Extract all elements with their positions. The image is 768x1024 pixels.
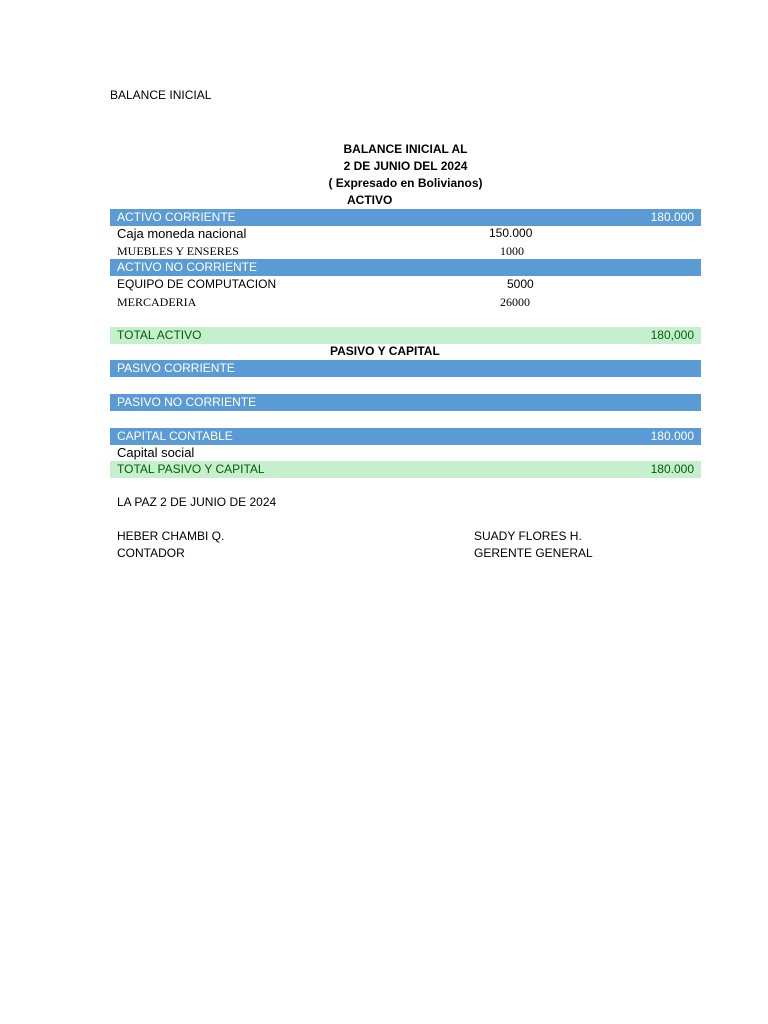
capital-contable-label: CAPITAL CONTABLE bbox=[117, 429, 233, 443]
activo-corriente-row bbox=[110, 209, 701, 226]
activo-no-corriente-label: ACTIVO NO CORRIENTE bbox=[117, 260, 258, 274]
place-date: LA PAZ 2 DE JUNIO DE 2024 bbox=[117, 495, 277, 509]
item-label: Caja moneda nacional bbox=[117, 226, 247, 241]
activo-no-corriente-row bbox=[110, 259, 701, 276]
report-date: 2 DE JUNIO DEL 2024 bbox=[343, 159, 468, 173]
pasivo-no-corriente-row bbox=[110, 394, 701, 411]
signer-name: HEBER CHAMBI Q. bbox=[117, 529, 225, 543]
pasivo-corriente-label: PASIVO CORRIENTE bbox=[117, 361, 235, 375]
table-row bbox=[110, 444, 701, 461]
pasivo-no-corriente-label: PASIVO NO CORRIENTE bbox=[117, 395, 257, 409]
liabilities-section-title: PASIVO Y CAPITAL bbox=[330, 344, 440, 358]
total-pasivo-capital-row bbox=[110, 461, 701, 478]
assets-section-title: ACTIVO bbox=[347, 193, 393, 207]
total-activo-label: TOTAL ACTIVO bbox=[117, 328, 202, 342]
pasivo-corriente-row bbox=[110, 360, 701, 377]
table-row bbox=[110, 243, 701, 260]
signer-role: CONTADOR bbox=[117, 546, 185, 560]
item-label: MERCADERIA bbox=[117, 295, 197, 309]
total-activo-row bbox=[110, 327, 701, 344]
report-title: BALANCE INICIAL AL bbox=[343, 142, 468, 156]
capital-contable-total: 180.000 bbox=[650, 429, 694, 443]
page-heading: BALANCE INICIAL bbox=[110, 88, 212, 102]
table-row bbox=[110, 225, 701, 242]
activo-corriente-total: 180.000 bbox=[650, 210, 694, 224]
table-row bbox=[110, 276, 701, 293]
item-value: 26000 bbox=[500, 295, 530, 309]
total-activo-value: 180,000 bbox=[650, 328, 694, 342]
total-pasivo-capital-label: TOTAL PASIVO Y CAPITAL bbox=[117, 462, 265, 476]
item-value: 1000 bbox=[500, 244, 524, 258]
capital-social-label: Capital social bbox=[117, 445, 195, 460]
currency-note: ( Expresado en Bolivianos) bbox=[328, 176, 483, 190]
total-pasivo-capital-value: 180.000 bbox=[650, 462, 694, 476]
item-value: 150.000 bbox=[489, 226, 533, 240]
item-label: MUEBLES Y ENSERES bbox=[117, 244, 239, 258]
signer-role: GERENTE GENERAL bbox=[474, 546, 593, 560]
item-value: 5000 bbox=[507, 277, 534, 291]
table-row bbox=[110, 294, 701, 311]
item-label: EQUIPO DE COMPUTACION bbox=[117, 277, 277, 291]
signer-name: SUADY FLORES H. bbox=[474, 529, 582, 543]
capital-contable-row bbox=[110, 428, 701, 445]
activo-corriente-label: ACTIVO CORRIENTE bbox=[117, 210, 236, 224]
